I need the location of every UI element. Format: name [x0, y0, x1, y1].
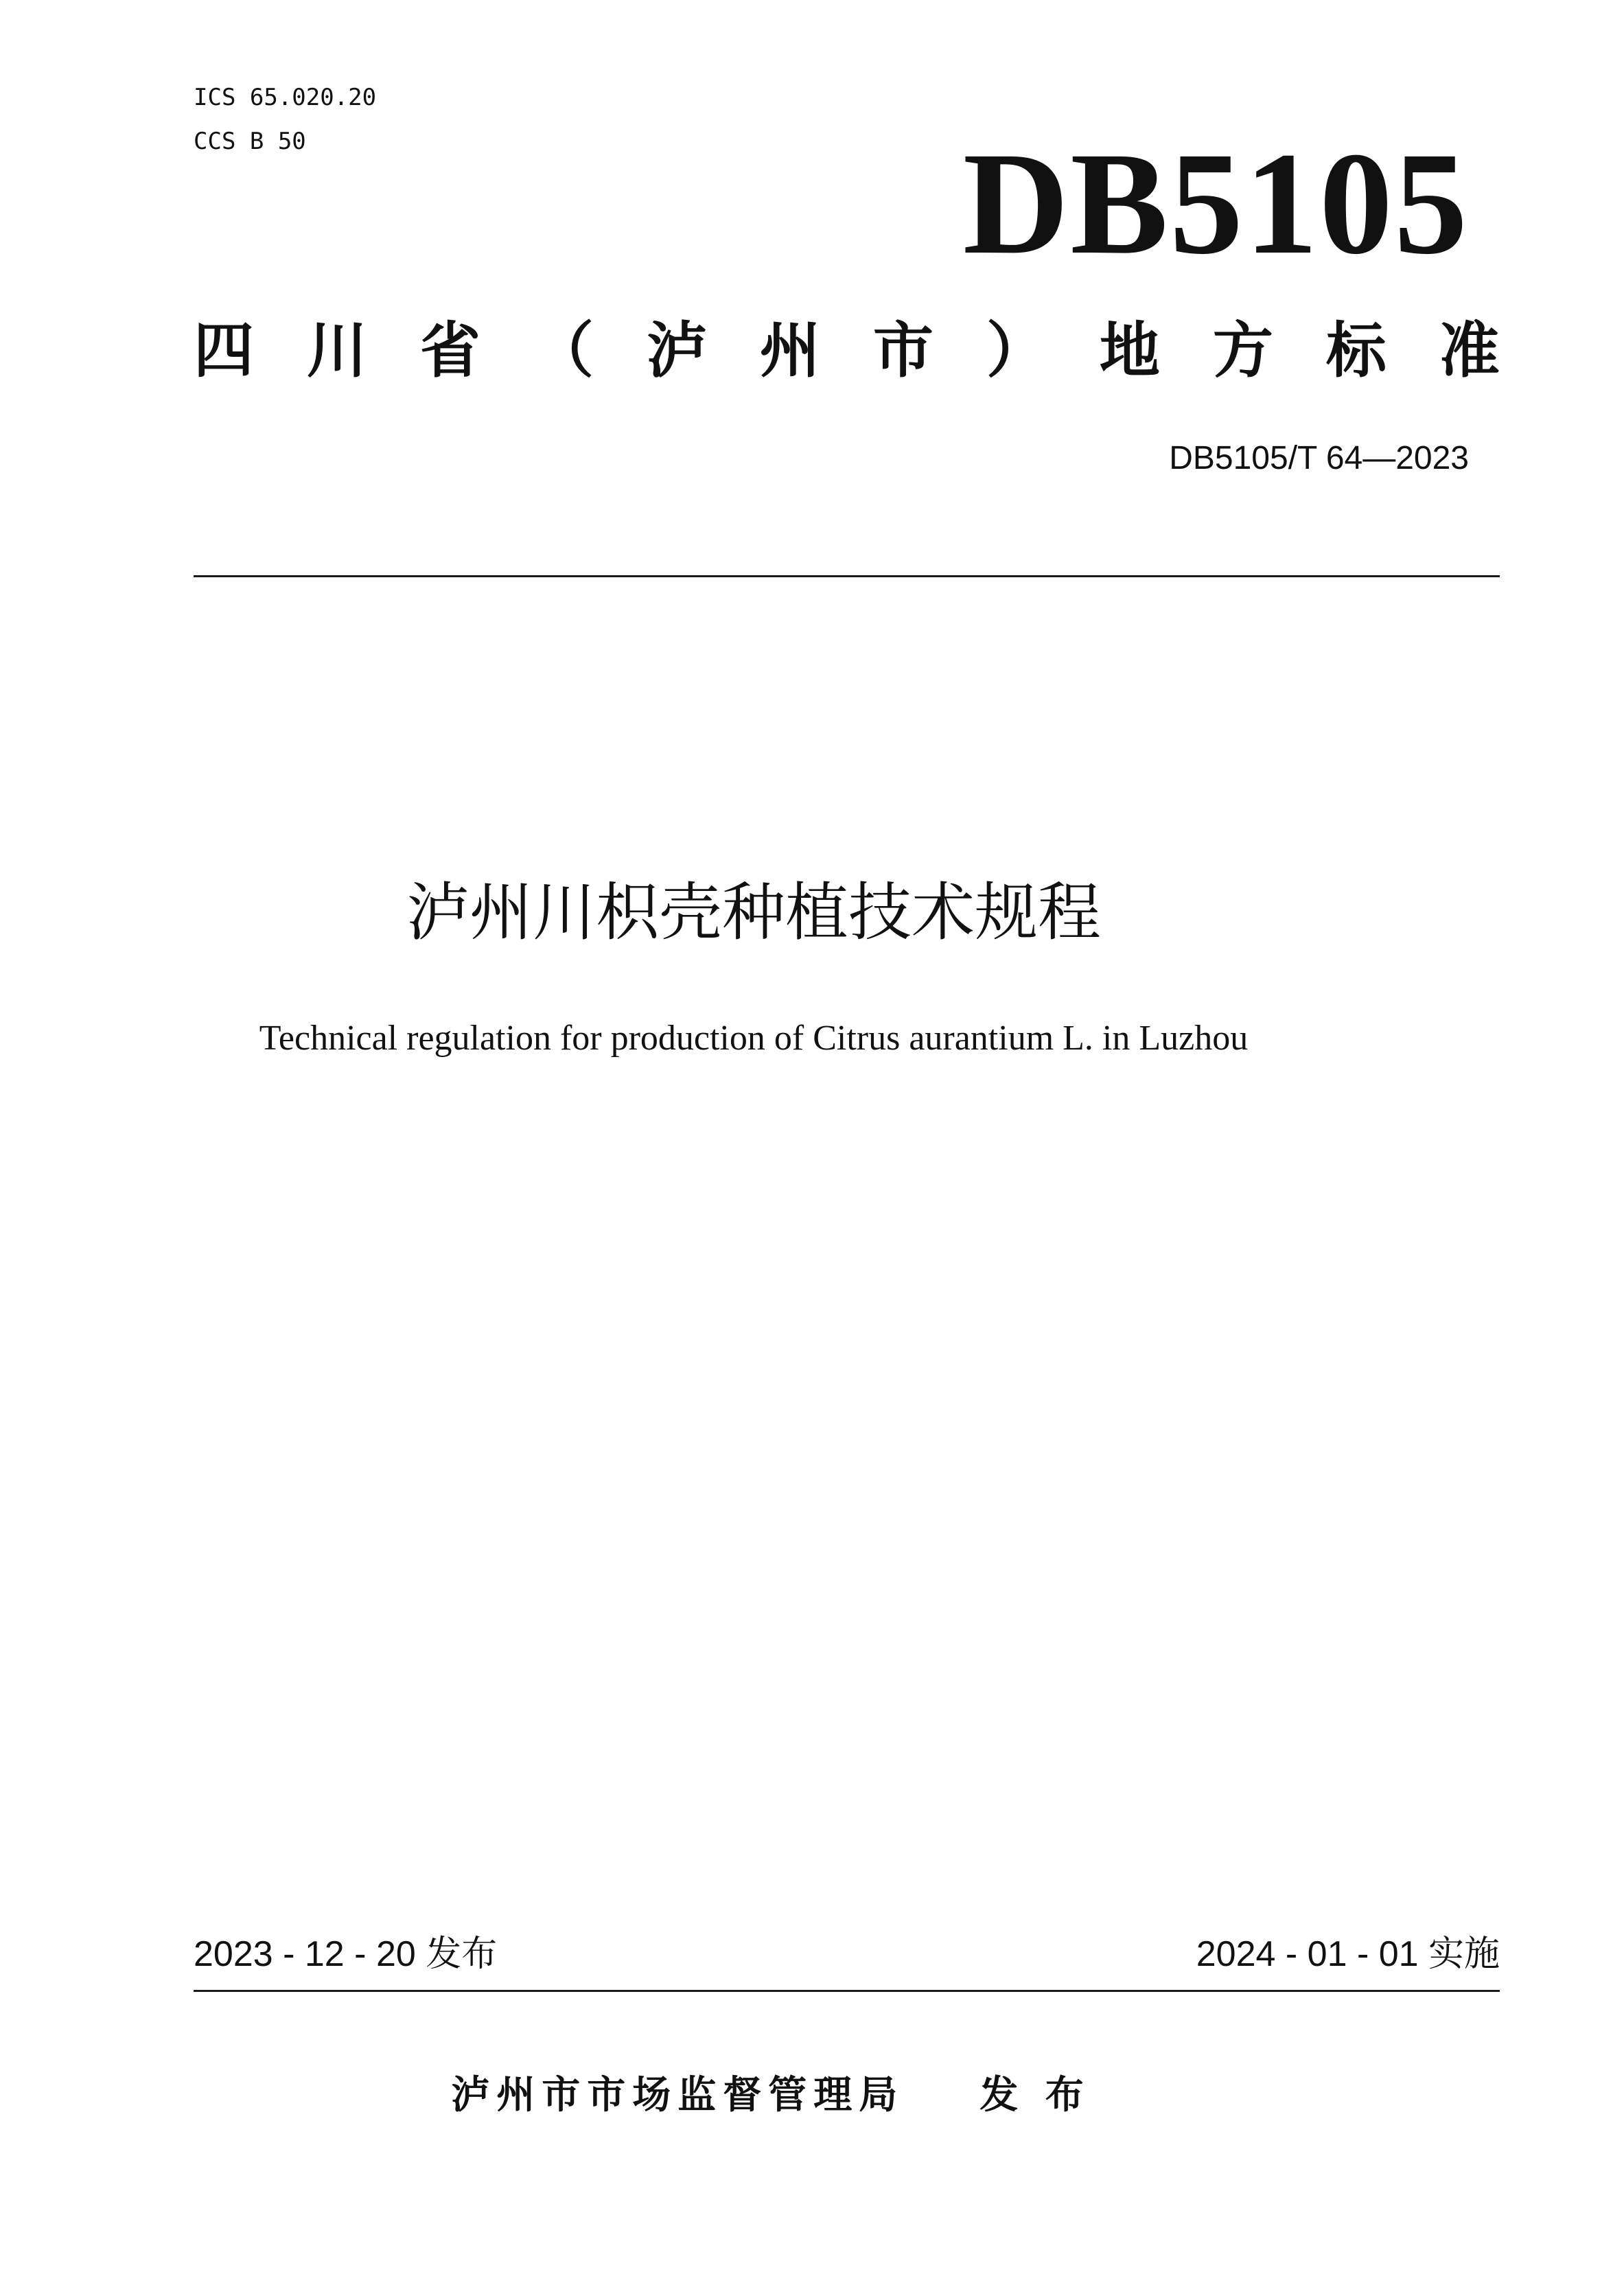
standard-type-char: 省 — [419, 315, 480, 386]
standard-type-char: 准 — [1439, 315, 1500, 386]
footer-divider — [194, 1990, 1500, 1992]
effective-date: 2024 - 01 - 01 实施 — [1196, 1934, 1500, 1974]
standard-type-char: 标 — [1325, 315, 1387, 386]
document-number: DB5105/T 64—2023 — [1169, 440, 1469, 476]
standard-type-char: （ — [533, 315, 594, 386]
standard-type-char: 泸 — [646, 315, 707, 386]
ccs-code: CCS B 50 — [194, 128, 306, 155]
ics-code: ICS 65.020.20 — [194, 84, 377, 111]
english-title: Technical regulation for production of Citrus aurantium L. in Luzhou — [259, 1019, 1249, 1058]
standard-type-char: 川 — [306, 315, 367, 386]
standard-type-char: 市 — [872, 315, 933, 386]
standard-type-char: ） — [986, 315, 1047, 386]
issuer-line — [0, 2072, 1624, 2120]
issuer-name: 泸州市市场监督管理局 — [451, 2073, 905, 2118]
standard-type-char: 州 — [759, 315, 820, 386]
standard-type-char: 四 — [194, 315, 255, 386]
standard-type-char: 方 — [1212, 315, 1273, 386]
chinese-title: 泸州川枳壳种植技术规程 — [406, 876, 1101, 949]
standard-type-char: 地 — [1099, 315, 1160, 386]
issuer-action: 发 布 — [979, 2073, 1091, 2118]
standard-code-heading: DB5105 — [962, 122, 1469, 285]
publish-date: 2023 - 12 - 20 发布 — [194, 1934, 498, 1974]
standard-type-heading — [194, 313, 1500, 389]
header-divider — [194, 575, 1500, 577]
